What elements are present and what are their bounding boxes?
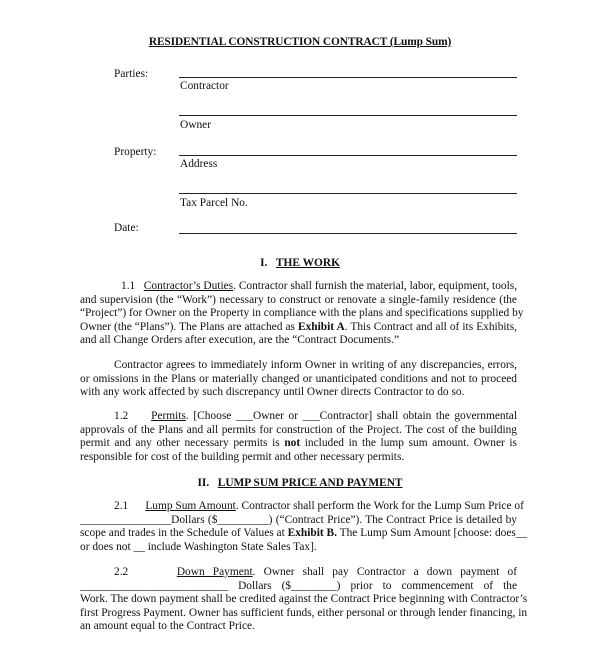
contract-title: RESIDENTIAL CONSTRUCTION CONTRACT (Lump Sum)	[148, 36, 452, 48]
tax-parcel-caption: Tax Parcel No.	[180, 197, 248, 209]
section-heading-work: I. THE WORK	[260, 257, 340, 269]
paragraph-permits: 1.2 Permits. [Choose ___Owner or ___Contractor] shall obtain the governmental approvals of the Plans and all permits for construction of the Project. The cost of the building permit and any other necessary permits is not included in the lump sum amount. Owner is responsible for cost of the building permit and other necessary permits.	[80, 410, 517, 463]
date-line	[179, 233, 517, 234]
contractor-line	[179, 77, 517, 78]
date-label: Date:	[114, 222, 139, 234]
address-caption: Address	[180, 158, 218, 170]
contractor-caption: Contractor	[180, 80, 229, 92]
owner-line	[179, 115, 517, 116]
property-label: Property:	[114, 146, 157, 158]
parties-label: Parties:	[114, 68, 149, 80]
paragraph-down-payment: 2.2 Down Payment. Owner shall pay Contractor a down payment of __________________________ Dollars ($________) prior to commencement of the Work. The down payment shall be credited against the Contract Price beginning with Contractor’s first Progress Payment. Owner has sufficient funds, either personal or through lender financing, in an amount equal to the Contract Price.	[80, 566, 528, 632]
paragraph-contractor-duties: 1.1 Contractor’s Duties. Contractor shall furnish the material, labor, equipment, tools, and supervision (the “Work”) necessary to construct or renovate a single-family residence (the “Project”) for Owner on the Property in compliance with the plans and specifications supplied by Owner (the “Plans”). The Plans are attached as Exhibit A. This Contract and all of its Exhibits, and all Change Orders after execution, are the “Contract Documents.”	[80, 280, 524, 346]
paragraph-discrepancies: Contractor agrees to immediately inform Owner in writing of any discrepancies, errors, or omissions in the Plans or materially changed or unanticipated conditions and not to proceed with any work affected by such discrepancy until Owner directs Contractor to do so.	[80, 359, 517, 398]
address-line	[179, 155, 517, 156]
paragraph-lump-sum-amount: 2.1 Lump Sum Amount. Contractor shall perform the Work for the Lump Sum Price of ________________Dollars ($_________) (“Contract Price”). The Contract Price is detailed by scope and trades in the Schedule of Values at Exhibit B. The Lump Sum Amount [choose: does__ or does not __ include Washington State Sales Tax].	[80, 500, 528, 553]
owner-caption: Owner	[180, 119, 211, 131]
tax-parcel-line	[179, 193, 517, 194]
section-heading-price-payment: II. LUMP SUM PRICE AND PAYMENT	[197, 477, 403, 489]
